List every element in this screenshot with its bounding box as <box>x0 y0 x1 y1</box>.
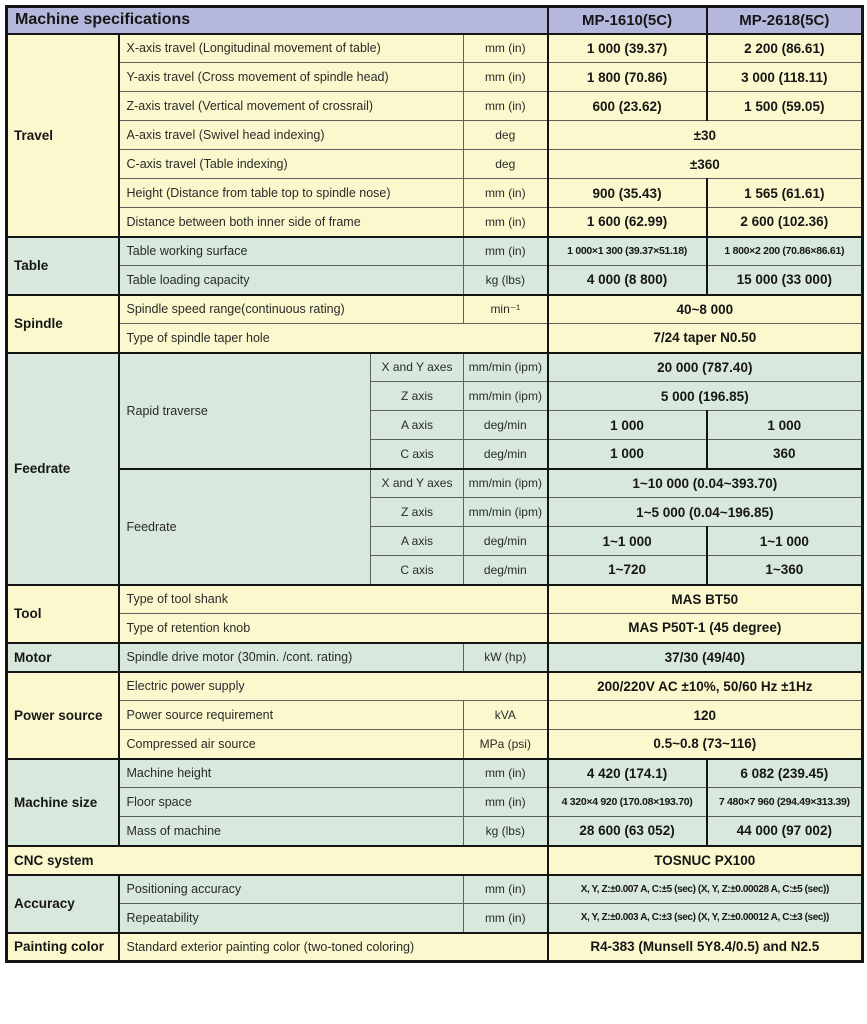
spec-value-mp1610: 1~1 000 <box>548 527 707 556</box>
spec-unit: mm (in) <box>464 92 548 121</box>
machine-specifications-table <box>5 5 864 963</box>
spec-name: C-axis travel (Table indexing) <box>119 150 464 179</box>
table-row <box>7 63 863 92</box>
spec-value-both: X, Y, Z:±0.007 A, C:±5 (sec) (X, Y, Z:±0.00028 A, C:±5 (sec)) <box>548 875 863 904</box>
spec-name: Spindle drive motor (30min. /cont. rating) <box>119 643 464 672</box>
spec-unit: deg/min <box>464 411 548 440</box>
section-label-feedrate: Feedrate <box>7 353 119 585</box>
table-row <box>7 266 863 295</box>
spec-name: Machine height <box>119 759 464 788</box>
section-label-machine-size: Machine size <box>7 759 119 846</box>
spec-value-both: 200/220V AC ±10%, 50/60 Hz ±1Hz <box>548 672 863 701</box>
spec-value-both: 37/30 (49/40) <box>548 643 863 672</box>
spec-name: Mass of machine <box>119 817 464 846</box>
spec-unit: kg (lbs) <box>464 817 548 846</box>
spec-name: Height (Distance from table top to spindle nose) <box>119 179 464 208</box>
spec-value-mp2618: 2 200 (86.61) <box>707 34 863 63</box>
spec-name: Standard exterior painting color (two-toned coloring) <box>119 933 548 962</box>
spec-name: Floor space <box>119 788 464 817</box>
table-header-row <box>7 7 863 34</box>
spec-value-both: MAS BT50 <box>548 585 863 614</box>
page-title: Machine specifications <box>7 7 548 34</box>
spec-unit: mm (in) <box>464 904 548 933</box>
table-row <box>7 34 863 63</box>
table-row <box>7 759 863 788</box>
spec-name: Power source requirement <box>119 701 464 730</box>
spec-unit: mm (in) <box>464 179 548 208</box>
spec-value-both: ±30 <box>548 121 863 150</box>
spec-value-both: 20 000 (787.40) <box>548 353 863 382</box>
spec-name: Z-axis travel (Vertical movement of crossrail) <box>119 92 464 121</box>
spec-name: Type of tool shank <box>119 585 548 614</box>
spec-value-both: 120 <box>548 701 863 730</box>
table-row <box>7 846 863 875</box>
column-header-mp2618: MP-2618(5C) <box>707 7 863 34</box>
table-row <box>7 353 863 382</box>
spec-value-mp2618: 1 500 (59.05) <box>707 92 863 121</box>
table-row <box>7 237 863 266</box>
spec-value-mp1610: 4 000 (8 800) <box>548 266 707 295</box>
spec-unit: mm (in) <box>464 875 548 904</box>
spec-name: Type of retention knob <box>119 614 548 643</box>
table-row <box>7 614 863 643</box>
spec-value-both: 1~5 000 (0.04~196.85) <box>548 498 863 527</box>
spec-unit: MPa (psi) <box>464 730 548 759</box>
spec-value-both: X, Y, Z:±0.003 A, C:±3 (sec) (X, Y, Z:±0.00012 A, C:±3 (sec)) <box>548 904 863 933</box>
spec-name: Spindle speed range(continuous rating) <box>119 295 464 324</box>
feedrate-group-name: Rapid traverse <box>119 353 371 469</box>
spec-name: X-axis travel (Longitudinal movement of table) <box>119 34 464 63</box>
table-row <box>7 92 863 121</box>
spec-value-mp2618: 6 082 (239.45) <box>707 759 863 788</box>
spec-name: Table loading capacity <box>119 266 464 295</box>
spec-unit: mm (in) <box>464 237 548 266</box>
spec-value-both: R4-383 (Munsell 5Y8.4/0.5) and N2.5 <box>548 933 863 962</box>
spec-unit: deg/min <box>464 527 548 556</box>
spec-value-mp2618: 3 000 (118.11) <box>707 63 863 92</box>
spec-value-mp2618: 15 000 (33 000) <box>707 266 863 295</box>
section-label-travel: Travel <box>7 34 119 237</box>
axis-label: X and Y axes <box>371 353 464 382</box>
spec-name: Positioning accuracy <box>119 875 464 904</box>
spec-value-both: 1~10 000 (0.04~393.70) <box>548 469 863 498</box>
table-row <box>7 121 863 150</box>
spec-name: A-axis travel (Swivel head indexing) <box>119 121 464 150</box>
spec-value-mp2618: 1 000 <box>707 411 863 440</box>
spec-value-mp2618: 1 565 (61.61) <box>707 179 863 208</box>
feedrate-group-name: Feedrate <box>119 469 371 585</box>
table-row <box>7 875 863 904</box>
section-label-spindle: Spindle <box>7 295 119 353</box>
spec-unit: deg <box>464 121 548 150</box>
spec-value-mp1610: 4 320×4 920 (170.08×193.70) <box>548 788 707 817</box>
spec-unit: mm (in) <box>464 208 548 237</box>
table-row <box>7 208 863 237</box>
spec-unit: mm/min (ipm) <box>464 353 548 382</box>
spec-unit: deg/min <box>464 440 548 469</box>
section-label-cnc-system: CNC system <box>7 846 548 875</box>
spec-unit: mm (in) <box>464 788 548 817</box>
spec-value-mp2618: 44 000 (97 002) <box>707 817 863 846</box>
spec-value-mp2618: 1~360 <box>707 556 863 585</box>
section-label-motor: Motor <box>7 643 119 672</box>
axis-label: C axis <box>371 440 464 469</box>
column-header-mp1610: MP-1610(5C) <box>548 7 707 34</box>
spec-unit: mm/min (ipm) <box>464 498 548 527</box>
spec-value-both: TOSNUC PX100 <box>548 846 863 875</box>
spec-value-mp1610: 1 800 (70.86) <box>548 63 707 92</box>
spec-value-both: ±360 <box>548 150 863 179</box>
spec-value-both: 0.5~0.8 (73~116) <box>548 730 863 759</box>
spec-unit: mm/min (ipm) <box>464 382 548 411</box>
spec-unit: kW (hp) <box>464 643 548 672</box>
spec-unit: min⁻¹ <box>464 295 548 324</box>
spec-name: Electric power supply <box>119 672 548 701</box>
spec-name: Compressed air source <box>119 730 464 759</box>
table-row <box>7 150 863 179</box>
spec-value-both: 5 000 (196.85) <box>548 382 863 411</box>
spec-value-mp2618: 1 800×2 200 (70.86×86.61) <box>707 237 863 266</box>
section-label-table: Table <box>7 237 119 295</box>
table-row <box>7 730 863 759</box>
table-row <box>7 672 863 701</box>
axis-label: C axis <box>371 556 464 585</box>
table-row <box>7 788 863 817</box>
spec-value-mp1610: 4 420 (174.1) <box>548 759 707 788</box>
spec-value-mp1610: 1 000×1 300 (39.37×51.18) <box>548 237 707 266</box>
section-label-painting-color: Painting color <box>7 933 119 962</box>
spec-value-both: 7/24 taper N0.50 <box>548 324 863 353</box>
spec-value-mp1610: 1~720 <box>548 556 707 585</box>
table-row <box>7 585 863 614</box>
spec-name: Distance between both inner side of frame <box>119 208 464 237</box>
axis-label: A axis <box>371 411 464 440</box>
table-row <box>7 817 863 846</box>
section-label-accuracy: Accuracy <box>7 875 119 933</box>
spec-value-mp2618: 1~1 000 <box>707 527 863 556</box>
table-row <box>7 643 863 672</box>
spec-value-mp2618: 2 600 (102.36) <box>707 208 863 237</box>
spec-unit: kg (lbs) <box>464 266 548 295</box>
spec-value-both: 40~8 000 <box>548 295 863 324</box>
table-row <box>7 179 863 208</box>
spec-unit: mm (in) <box>464 63 548 92</box>
spec-name: Type of spindle taper hole <box>119 324 548 353</box>
spec-value-mp1610: 1 600 (62.99) <box>548 208 707 237</box>
spec-value-mp2618: 7 480×7 960 (294.49×313.39) <box>707 788 863 817</box>
spec-unit: mm (in) <box>464 759 548 788</box>
spec-value-mp1610: 1 000 <box>548 440 707 469</box>
section-label-tool: Tool <box>7 585 119 643</box>
spec-value-mp2618: 360 <box>707 440 863 469</box>
spec-value-mp1610: 1 000 (39.37) <box>548 34 707 63</box>
table-row <box>7 295 863 324</box>
spec-unit: mm/min (ipm) <box>464 469 548 498</box>
axis-label: X and Y axes <box>371 469 464 498</box>
table-row <box>7 933 863 962</box>
spec-value-mp1610: 1 000 <box>548 411 707 440</box>
axis-label: A axis <box>371 527 464 556</box>
axis-label: Z axis <box>371 498 464 527</box>
spec-value-mp1610: 600 (23.62) <box>548 92 707 121</box>
section-label-power-source: Power source <box>7 672 119 759</box>
spec-name: Table working surface <box>119 237 464 266</box>
axis-label: Z axis <box>371 382 464 411</box>
table-row <box>7 324 863 353</box>
spec-unit: deg <box>464 150 548 179</box>
spec-name: Y-axis travel (Cross movement of spindle head) <box>119 63 464 92</box>
table-row <box>7 701 863 730</box>
spec-unit: mm (in) <box>464 34 548 63</box>
spec-value-mp1610: 900 (35.43) <box>548 179 707 208</box>
spec-unit: deg/min <box>464 556 548 585</box>
spec-name: Repeatability <box>119 904 464 933</box>
spec-value-both: MAS P50T-1 (45 degree) <box>548 614 863 643</box>
spec-value-mp1610: 28 600 (63 052) <box>548 817 707 846</box>
table-row <box>7 904 863 933</box>
spec-unit: kVA <box>464 701 548 730</box>
table-row <box>7 469 863 498</box>
